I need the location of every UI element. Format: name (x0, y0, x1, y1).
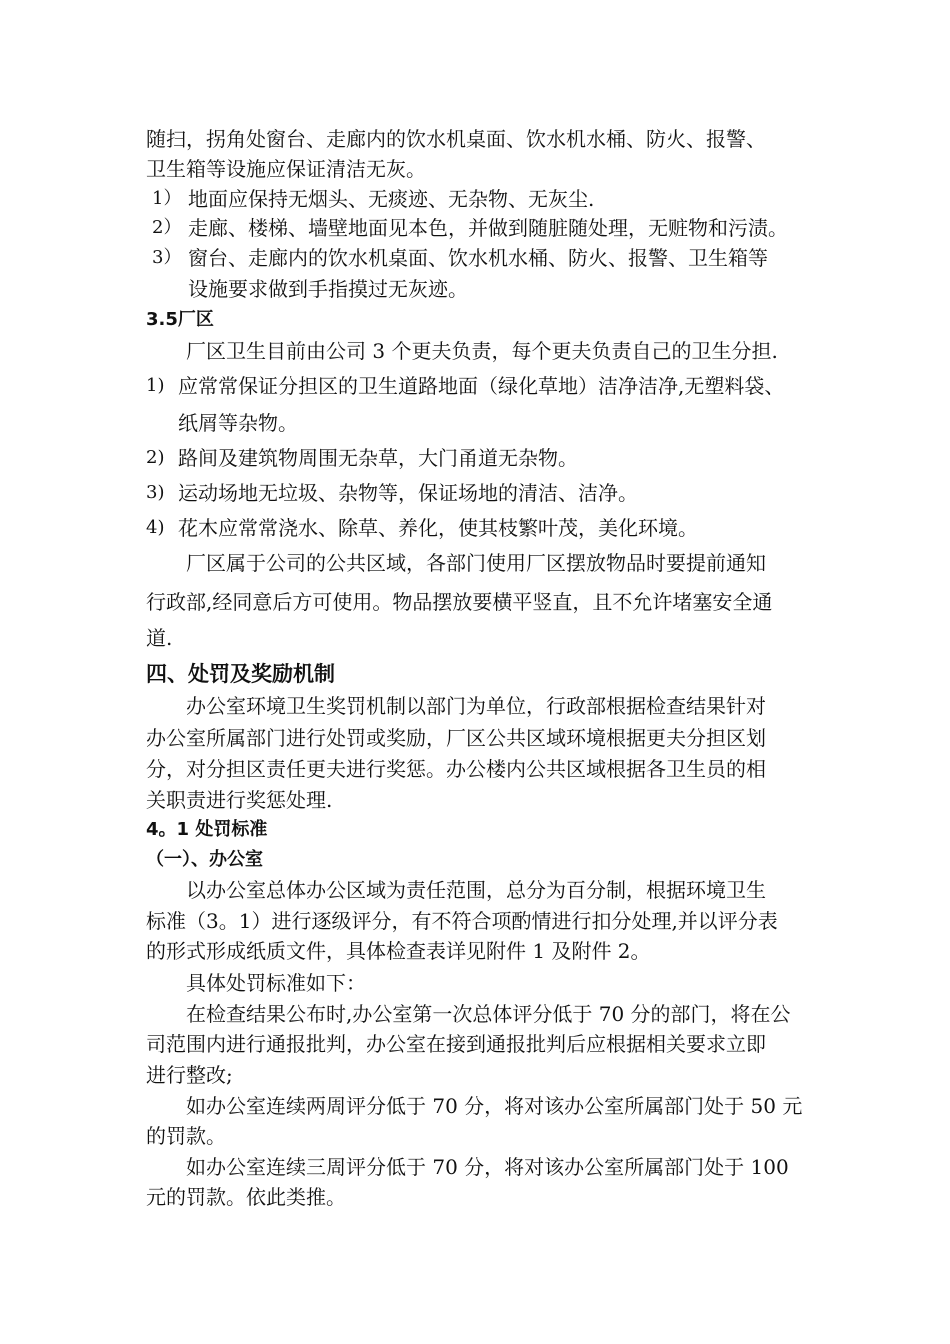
list-item-text: 设施要求做到手指摸过无灰迹。 (188, 277, 468, 301)
body-text-line: 司范围内进行通报批判，办公室在接到通报批判后应根据相关要求立即 (146, 1032, 766, 1056)
body-text-line: 办公室所属部门进行处罚或奖励，厂区公共区域环境根据更夫分担区划 (146, 726, 766, 750)
list-item-text: 走廊、楼梯、墙壁地面见本色，并做到随脏随处理，无赃物和污渍。 (188, 216, 788, 240)
list-item-text: 花木应常常浇水、除草、养化，使其枝繁叶茂，美化环境。 (178, 516, 698, 540)
body-text-line: 办公室环境卫生奖罚机制以部门为单位，行政部根据检查结果针对 (186, 694, 766, 718)
sub-heading: 4。1 处罚标准 (146, 819, 268, 840)
body-text-line: 厂区卫生目前由公司 3 个更夫负责，每个更夫负责自己的卫生分担. (186, 339, 778, 363)
list-number: 1） (152, 188, 182, 209)
list-number: 2) (146, 447, 165, 468)
list-item-text: 地面应保持无烟头、无痰迹、无杂物、无灰尘. (188, 187, 595, 211)
body-text-line: 行政部,经同意后方可使用。物品摆放要横平竖直，且不允许堵塞安全通 (146, 590, 773, 614)
body-text-line: 标准（3。1）进行逐级评分，有不符合项酌情进行扣分处理,并以评分表 (146, 909, 778, 933)
list-item-text: 纸屑等杂物。 (178, 411, 298, 435)
body-text-line: 分，对分担区责任更夫进行奖惩。办公楼内公共区域根据各卫生员的相 (146, 757, 766, 781)
list-item-text: 窗台、走廊内的饮水机桌面、饮水机水桶、防火、报警、卫生箱等 (188, 246, 768, 270)
list-item-text: 路间及建筑物周围无杂草，大门甬道无杂物。 (178, 446, 578, 470)
body-text-line: 以办公室总体办公区域为责任范围，总分为百分制，根据环境卫生 (186, 878, 766, 902)
list-item-text: 应常常保证分担区的卫生道路地面（绿化草地）洁净洁净,无塑料袋、 (178, 374, 785, 398)
body-text-line: 厂区属于公司的公共区域，各部门使用厂区摆放物品时要提前通知 (186, 551, 766, 575)
list-number: 1) (146, 375, 165, 396)
list-number: 3) (146, 482, 165, 503)
chapter-heading: 四、处罚及奖励机制 (146, 662, 335, 686)
body-text-line: 在检查结果公布时,办公室第一次总体评分低于 70 分的部门，将在公 (186, 1002, 791, 1026)
list-item-text: 运动场地无垃圾、杂物等，保证场地的清洁、洁净。 (178, 481, 638, 505)
body-text-line: 如办公室连续两周评分低于 70 分，将对该办公室所属部门处于 50 元 (186, 1094, 803, 1118)
body-text-line: 具体处罚标准如下： (186, 971, 366, 995)
body-text-line: 随扫，拐角处窗台、走廊内的饮水机桌面、饮水机水桶、防火、报警、 (146, 127, 766, 151)
section-heading: 3.5厂区 (146, 309, 214, 330)
body-text-line: 关职责进行奖惩处理. (146, 788, 333, 812)
body-text-line: 如办公室连续三周评分低于 70 分，将对该办公室所属部门处于 100 (186, 1155, 789, 1179)
body-text-line: 元的罚款。依此类推。 (146, 1185, 346, 1209)
list-number: 3） (152, 247, 182, 268)
body-text-line: 进行整改; (146, 1063, 233, 1087)
body-text-line: 的罚款。 (146, 1124, 226, 1148)
sub-sub-heading: （一）、办公室 (146, 849, 263, 870)
body-text-line: 的形式形成纸质文件，具体检查表详见附件 1 及附件 2。 (146, 939, 651, 963)
list-number: 2） (152, 217, 182, 238)
body-text-line: 道. (146, 626, 173, 650)
body-text-line: 卫生箱等设施应保证清洁无灰。 (146, 157, 426, 181)
list-number: 4) (146, 517, 165, 538)
